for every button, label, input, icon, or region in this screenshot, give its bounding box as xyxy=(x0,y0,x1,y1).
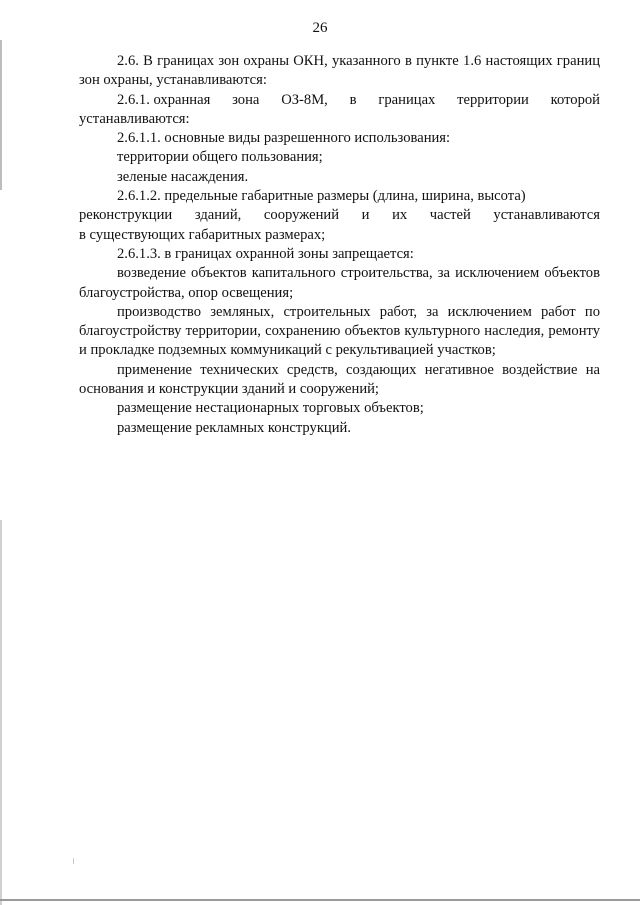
word: устанавливаются xyxy=(493,207,600,224)
word: и xyxy=(361,207,370,224)
word: сооружений xyxy=(263,207,339,224)
document-body xyxy=(79,52,600,438)
scan-speck xyxy=(73,858,74,864)
list-item: применение технических средств, создающих негативное воздействие на основания и конструкции зданий и сооружений; xyxy=(79,361,600,398)
paragraph-2-6-1-3: 2.6.1.3. в границах охранной зоны запрещается: xyxy=(117,245,414,262)
scan-bottom-edge xyxy=(0,899,640,901)
list-item: территории общего пользования; xyxy=(117,149,323,166)
word: в xyxy=(349,91,357,108)
paragraph-line: в существующих габаритных размерах; xyxy=(79,226,326,243)
word: 2.6.1. охранная xyxy=(117,91,211,108)
paragraph-2-6-1 xyxy=(79,91,600,130)
page-number: 26 xyxy=(312,20,328,36)
word: границах xyxy=(378,91,436,108)
word: реконструкции xyxy=(79,207,173,224)
list-item: размещение нестационарных торговых объектов; xyxy=(117,400,424,417)
word: их xyxy=(392,207,408,224)
word: частей xyxy=(429,207,471,224)
word: территории xyxy=(457,91,529,108)
paragraph-2-6-1-1: 2.6.1.1. основные виды разрешенного использования: xyxy=(117,130,451,147)
list-item: производство земляных, строительных работ, за исключением работ по благоустройству территории, сохранению объектов культурного наследия, ремонту и прокладке подземных коммуникаций с рекультивацией участков; xyxy=(79,303,600,359)
word: которой xyxy=(550,91,600,108)
list-item: возведение объектов капитального строительства, за исключением объектов благоустройства, опор освещения; xyxy=(79,265,600,301)
list-item: размещение рекламных конструкций. xyxy=(117,419,351,436)
paragraph-line: 2.6.1.2. предельные габаритные размеры (длина, ширина, высота) xyxy=(117,188,526,205)
paragraph-line xyxy=(79,91,600,110)
paragraph-line xyxy=(79,206,600,225)
word: ОЗ-8М, xyxy=(281,91,328,108)
list-item: зеленые насаждения. xyxy=(117,168,249,185)
word: зданий, xyxy=(194,207,242,224)
paragraph-line: устанавливаются: xyxy=(79,110,190,127)
word: зона xyxy=(232,91,260,108)
scan-edge-mark xyxy=(0,520,2,905)
paragraph-2-6-1-2 xyxy=(79,187,600,245)
paragraph-2-6: 2.6. В границах зон охраны ОКН, указанного в пункте 1.6 настоящих границ зон охраны, устанавливаются: xyxy=(79,53,600,89)
scan-edge-mark xyxy=(0,40,2,190)
